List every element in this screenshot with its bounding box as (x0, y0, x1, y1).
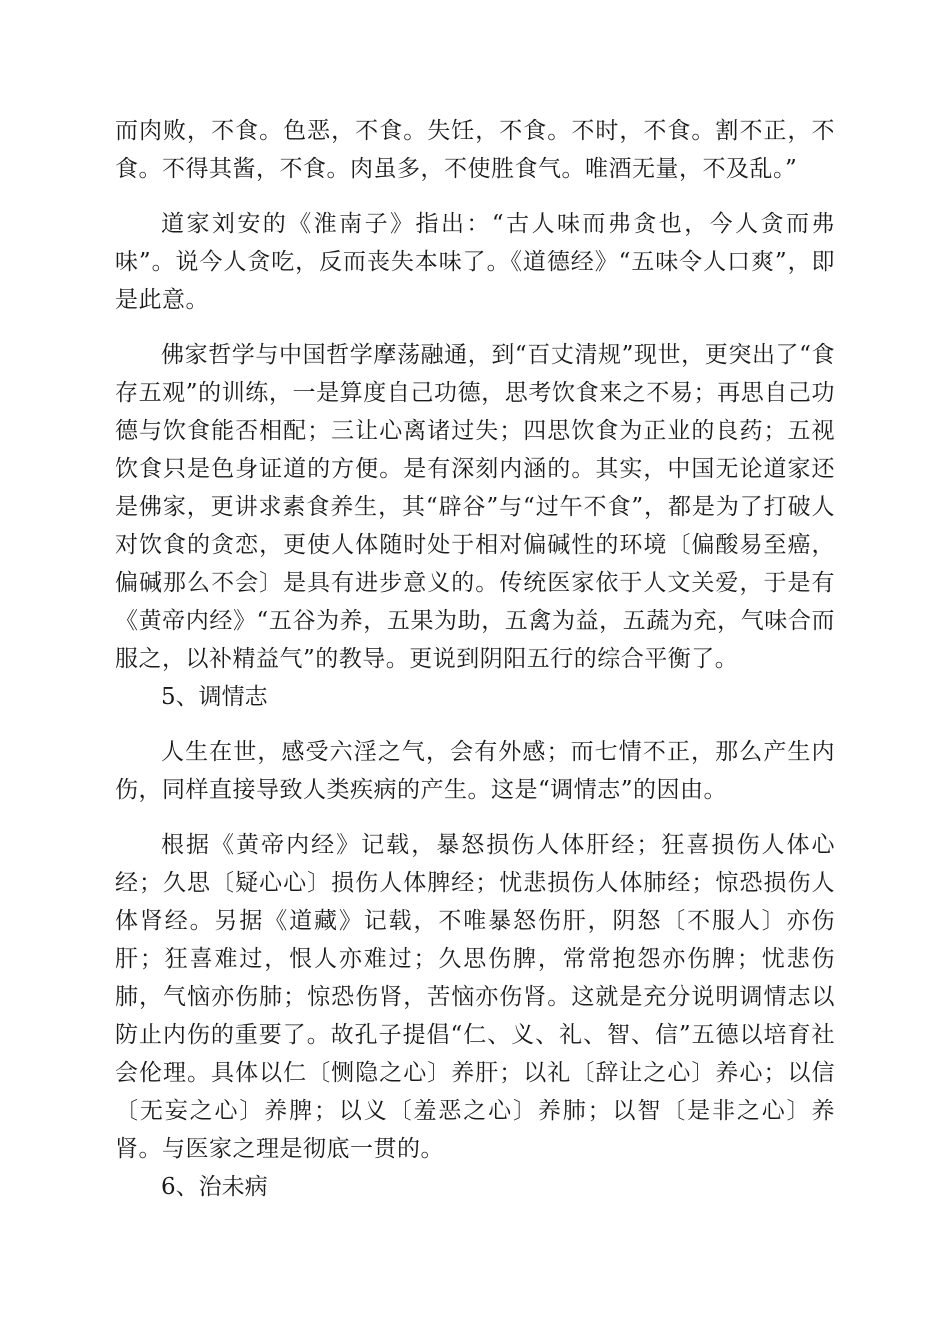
section-heading-6: 6、治未病 (161, 1174, 268, 1200)
paragraph-emotions-intro: 人生在世，感受六淫之气，会有外感；而七情不正，那么产生内伤，同样直接导致人类疾病的产生。这是“调情志”的因由。 (115, 739, 835, 803)
document-body (115, 112, 835, 1206)
paragraph-continuation: 而肉败，不食。色恶，不食。失饪，不食。不时，不食。割不正，不食。不得其酱，不食。肉虽多，不使胜食气。唯酒无量，不及乱。” (115, 118, 835, 182)
paragraph-buddhist-diet: 佛家哲学与中国哲学摩荡融通，到“百丈清规”现世，更突出了“食存五观”的训练，一是算度自己功德，思考饮食来之不易；再思自己功德与饮食能否相配；三让心离诸过失；四思饮食为正业的良药；五视饮食只是色身证道的方便。是有深刻内涵的。其实，中国无论道家还是佛家，更讲求素食养生，其“辟谷”与“过午不食”，都是为了打破人对饮食的贪恋，更使人体随时处于相对偏碱性的环境〔偏酸易至癌，偏碱那么不会〕是具有进步意义的。传统医家依于人文关爱，于是有《黄帝内经》“五谷为养，五果为助，五禽为益，五蔬为充，气味合而服之，以补精益气”的教导。更说到阴阳五行的综合平衡了。 (115, 342, 835, 672)
paragraph-emotions-detail: 根据《黄帝内经》记载，暴怒损伤人体肝经；狂喜损伤人体心经；久思〔疑心心〕损伤人体脾经；忧悲损伤人体肺经；惊恐损伤人体肾经。另据《道藏》记载，不唯暴怒伤肝，阴怒〔不服人〕亦伤肝；狂喜难过，恨人亦难过；久思伤脾，常常抱怨亦伤脾；忧悲伤肺，气恼亦伤肺；惊恐伤肾，苦恼亦伤肾。这就是充分说明调情志以防止内伤的重要了。故孔子提倡“仁、义、礼、智、信”五德以培育社会伦理。具体以仁〔恻隐之心〕养肝；以礼〔辞让之心〕养心；以信〔无妄之心〕养脾；以义〔羞恶之心〕养肺；以智〔是非之心〕养肾。与医家之理是彻底一贯的。 (115, 832, 835, 1162)
paragraph-huainanzi: 道家刘安的《淮南子》指出：“古人味而弗贪也，今人贪而弗味”。说今人贪吃，反而丧失本味了。《道德经》“五味令人口爽”，即是此意。 (115, 211, 835, 313)
section-heading-5: 5、调情志 (161, 684, 268, 710)
